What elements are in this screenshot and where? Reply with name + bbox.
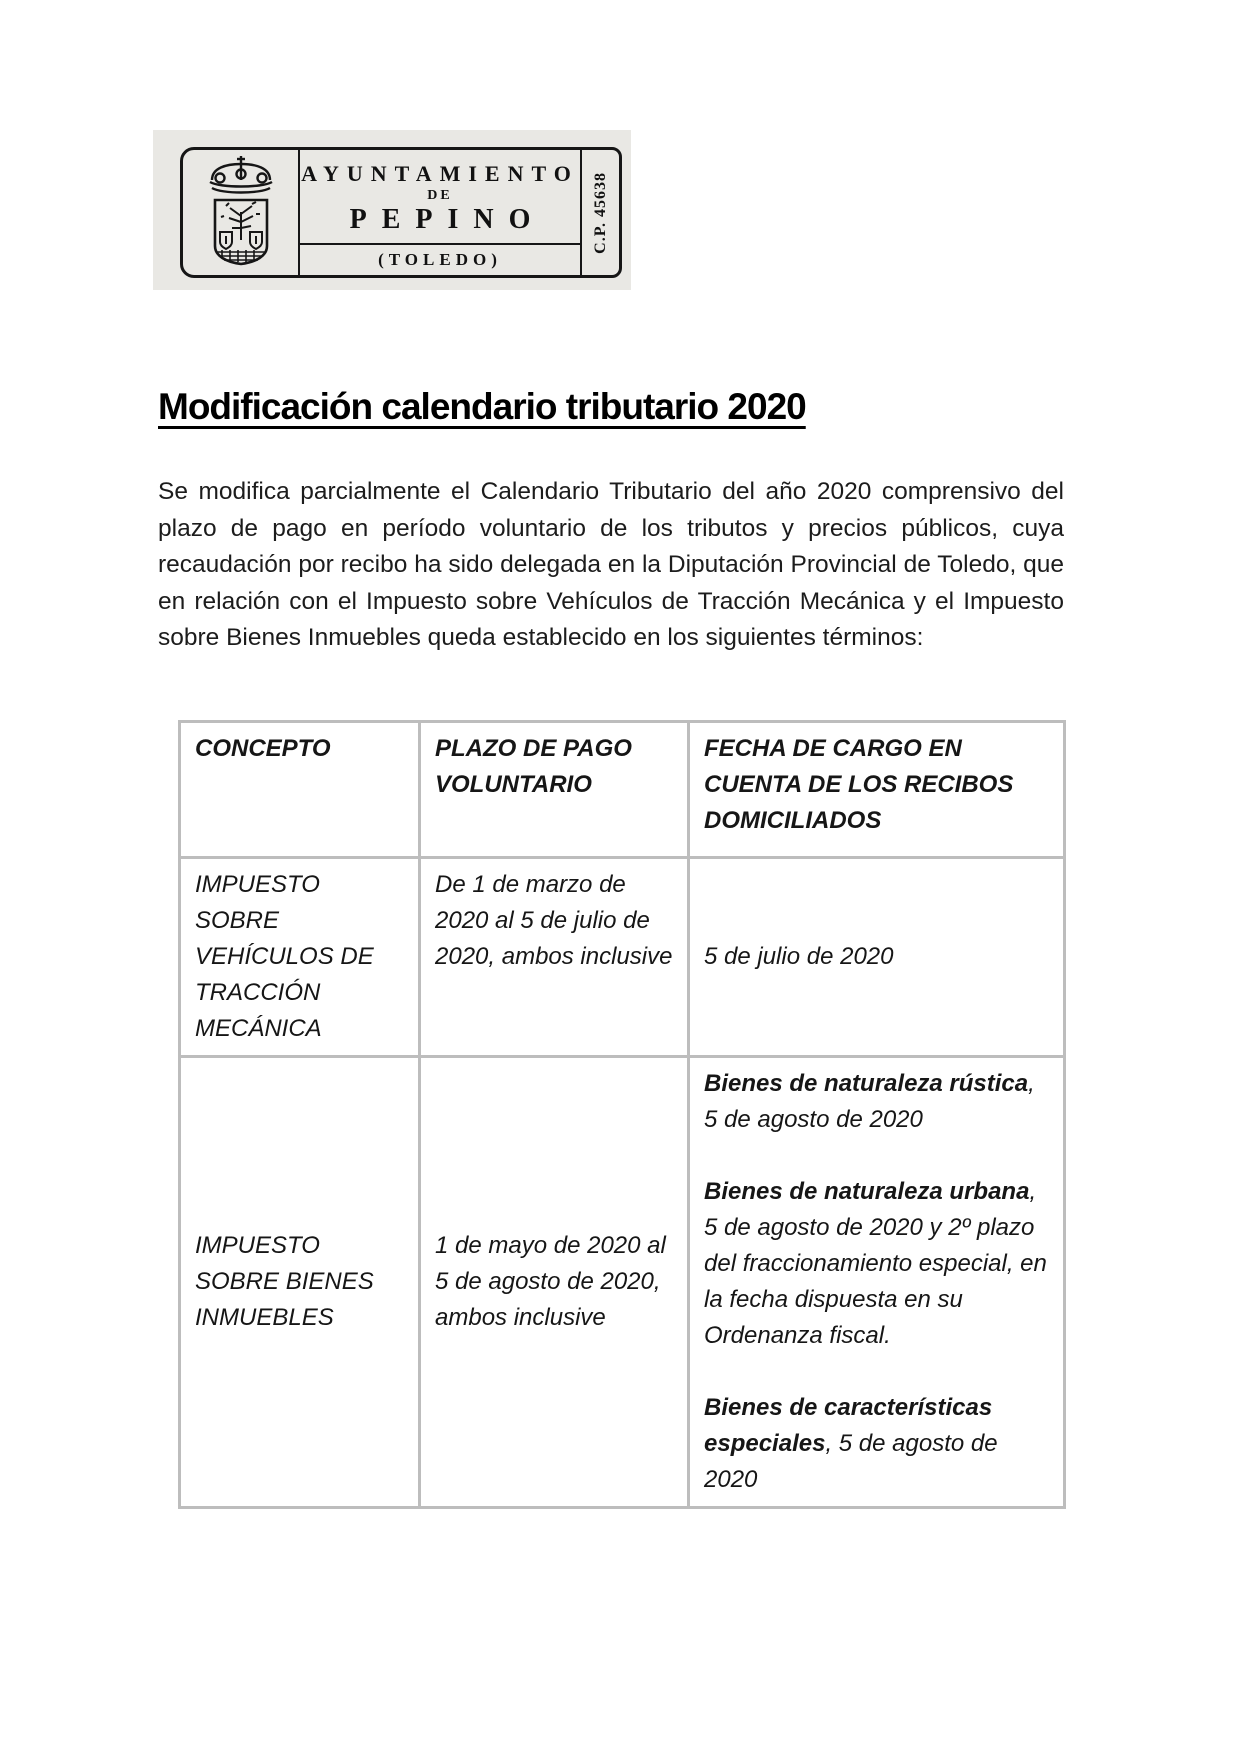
header-fecha: FECHA DE CARGO EN CUENTA DE LOS RECIBOS DOMICILIADOS [689,722,1065,858]
stamp-postal-code: C.P. 45638 [591,171,609,254]
stamp-province: (TOLEDO) [378,250,502,269]
page-title: Modificación calendario tributario 2020 [158,386,806,427]
coat-of-arms-icon [202,154,280,271]
table-row-inmuebles [180,1057,1065,1508]
table-header-row [180,722,1065,858]
cell-plazo-inmuebles: 1 de mayo de 2020 al 5 de agosto de 2020, ambos inclusive [420,1057,689,1508]
stamp-org-town: PEPINO [349,203,546,235]
stamp-border-box [180,147,622,278]
stamp-postal-code-cell [580,150,619,275]
table-row-vehiculos [180,858,1065,1057]
cell-fecha-vehiculos: 5 de julio de 2020 [689,858,1065,1057]
intro-paragraph: Se modifica parcialmente el Calendario Tributario del año 2020 comprensivo del plazo de pago en período voluntario de los tributos y precios públicos, cuya recaudación por recibo ha sido delegada en la Diputación Provincial de Toledo, que en relación con el Impuesto sobre Vehículos de Tracción Mecánica y el Impuesto sobre Bienes Inmuebles queda establecido en los siguientes términos: [158,478,1064,651]
tax-calendar-table [178,720,1066,1509]
header-concepto: CONCEPTO [180,722,420,858]
fecha-item-rustica: Bienes de naturaleza rústica, 5 de agosto de 2020 [704,1070,1035,1133]
fecha-item-urbana: Bienes de naturaleza urbana, 5 de agosto de 2020 y 2º plazo del fraccionamiento especial, en la fecha dispuesta en su Ordenanza fiscal. [704,1178,1047,1349]
municipal-stamp [153,130,631,290]
cell-plazo-vehiculos: De 1 de marzo de 2020 al 5 de julio de 2020, ambos inclusive [420,858,689,1057]
header-plazo: PLAZO DE PAGO VOLUNTARIO [420,722,689,858]
stamp-arms-cell [183,150,300,275]
cell-concepto-vehiculos: IMPUESTO SOBRE VEHÍCULOS DE TRACCIÓN MECÁNICA [180,858,420,1057]
cell-fecha-inmuebles [689,1057,1065,1508]
cell-concepto-inmuebles: IMPUESTO SOBRE BIENES INMUEBLES [180,1057,420,1508]
stamp-org-name: AYUNTAMIENTO [301,160,579,186]
fecha-item-especiales: Bienes de características especiales, 5 de agosto de 2020 [704,1394,998,1493]
stamp-org-de: DE [427,187,453,203]
stamp-text-cell [300,150,580,275]
